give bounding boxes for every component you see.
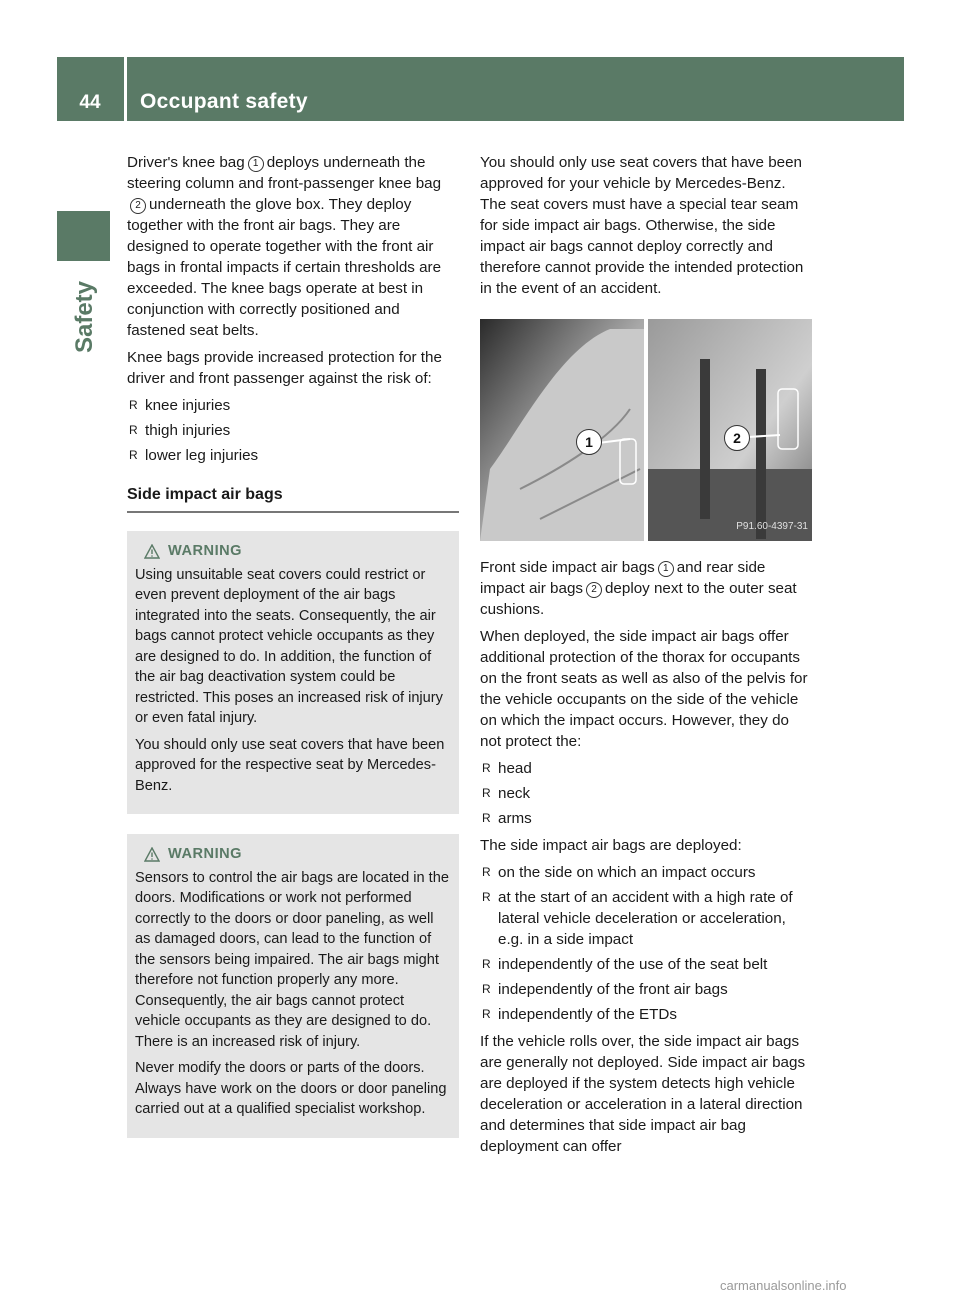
warning-box-seat-covers bbox=[127, 531, 459, 814]
bullet-marker: R bbox=[482, 786, 491, 800]
not-protected-list bbox=[480, 758, 813, 829]
callout-rear-airbag: 2 bbox=[724, 425, 750, 451]
list-item-text: neck bbox=[498, 785, 531, 802]
bullet-marker: R bbox=[482, 982, 491, 996]
list-item bbox=[480, 979, 813, 1000]
rollover-paragraph: If the vehicle rolls over, the side impact air bags are generally not deployed. Side impact air bags are deployed if the system detects high vehicle deceleration or acceleration in a lateral direction and determines that side impact air bag deployment can offer bbox=[480, 1033, 806, 1155]
caption-text-1: Front side impact air bags bbox=[480, 559, 655, 576]
list-item bbox=[127, 395, 459, 416]
warning-text: Sensors to control the air bags are located in the doors. Modifications or work not performed correctly to the doors or door paneling, as well as damaged doors, can lead to the function of the sensors being impaired. The air bags might therefore not function properly any more. Consequently, the air bags cannot protect vehicle occupants as they are designed to do. There is an increased risk of injury. bbox=[135, 869, 449, 1050]
warning-title-text: WARNING bbox=[168, 846, 243, 862]
image-reference-code: P91.60-4397-31 bbox=[736, 521, 808, 532]
list-item bbox=[127, 420, 459, 441]
list-item bbox=[480, 808, 813, 829]
list-item-text: knee injuries bbox=[145, 397, 231, 414]
bullet-marker: R bbox=[129, 398, 138, 412]
warning-title bbox=[144, 541, 451, 562]
intro-paragraph bbox=[127, 152, 459, 341]
page-number: 44 bbox=[79, 92, 101, 113]
callout-1-marker: 1 bbox=[248, 156, 264, 172]
list-item-text: at the start of an accident with a high rate of lateral vehicle deceleration or acceleration, e.g. in a side impact bbox=[498, 889, 793, 948]
site-watermark: carmanualsonline.info bbox=[720, 1278, 847, 1293]
list-item bbox=[480, 758, 813, 779]
left-column bbox=[127, 152, 459, 1138]
list-item-text: arms bbox=[498, 810, 532, 827]
callout-1-marker: 1 bbox=[658, 561, 674, 577]
protection-paragraph: Knee bags provide increased protection for the driver and front passenger against the risk of: bbox=[127, 349, 442, 387]
bullet-marker: R bbox=[482, 865, 491, 879]
side-tab-label bbox=[60, 272, 110, 362]
list-item-text: head bbox=[498, 760, 532, 777]
warning-text: Never modify the doors or parts of the doors. Always have work on the doors or door paneling carried out at a qualified specialist workshop. bbox=[135, 1060, 447, 1117]
injury-list bbox=[127, 395, 459, 466]
warning-box-door-sensors bbox=[127, 834, 459, 1138]
list-item bbox=[480, 887, 813, 950]
caption-text-3: deploy next to the outer seat cushions. bbox=[480, 580, 797, 618]
list-item bbox=[480, 783, 813, 804]
bullet-marker: R bbox=[482, 957, 491, 971]
intro-text-2: deploys underneath the steering column and front-passenger knee bag bbox=[127, 154, 442, 192]
warning-triangle-icon bbox=[144, 847, 160, 862]
list-item-text: thigh injuries bbox=[145, 422, 231, 439]
list-item-text: independently of the ETDs bbox=[498, 1006, 677, 1023]
list-item bbox=[480, 862, 813, 883]
bullet-marker: R bbox=[482, 1007, 491, 1021]
bullet-marker: R bbox=[482, 811, 491, 825]
deployed-when-intro: The side impact air bags are deployed: bbox=[480, 837, 742, 854]
caption-paragraph bbox=[480, 557, 813, 620]
intro-text-3: underneath the glove box. They deploy together with the front air bags. They are designed to operate together with the front air bags in frontal impacts if certain thresholds are exceeded. The knee bags operate at best in conjunction with correctly positioned and fastened seat belts. bbox=[127, 196, 442, 339]
deployed-when-list bbox=[480, 862, 813, 1025]
seat-illustration bbox=[480, 319, 812, 541]
bullet-marker: R bbox=[129, 448, 138, 462]
side-impact-heading: Side impact air bags bbox=[127, 484, 459, 513]
warning-triangle-icon bbox=[144, 544, 160, 559]
seat-covers-paragraph: You should only use seat covers that have been approved for your vehicle by Mercedes-Benz. The seat covers must have a special tear seam for side impact air bags. Otherwise, the side impact air bags cannot deploy correctly and therefore cannot provide the intended protection in the event of an accident. bbox=[480, 154, 804, 297]
warning-title-text: WARNING bbox=[168, 543, 243, 559]
side-tab-marker bbox=[57, 211, 110, 261]
warning-text: You should only use seat covers that have been approved for the respective seat by Mercedes-Benz. bbox=[135, 736, 445, 794]
list-item bbox=[480, 954, 813, 975]
list-item-text: on the side on which an impact occurs bbox=[498, 864, 756, 881]
header-divider bbox=[124, 57, 127, 121]
callout-front-airbag: 1 bbox=[576, 429, 602, 455]
section-title: Occupant safety bbox=[140, 90, 308, 113]
callout-2-marker: 2 bbox=[586, 582, 602, 598]
side-tab-text: Safety bbox=[71, 280, 98, 354]
list-item bbox=[127, 445, 459, 466]
list-item bbox=[480, 1004, 813, 1025]
callout-2-marker: 2 bbox=[130, 198, 146, 214]
bullet-marker: R bbox=[482, 761, 491, 775]
right-column bbox=[480, 152, 813, 1163]
list-item-text: lower leg injuries bbox=[145, 447, 259, 464]
warning-title bbox=[144, 844, 451, 865]
list-item-text: independently of the front air bags bbox=[498, 981, 728, 998]
list-item-text: independently of the use of the seat belt bbox=[498, 956, 768, 973]
intro-text-1: Driver's knee bag bbox=[127, 154, 245, 171]
deployed-paragraph: When deployed, the side impact air bags offer additional protection of the thorax for occupants on the front seats as well as also of the pelvis for the vehicle occupants on the side of the vehicle on which the impact occurs. However, they do not protect the: bbox=[480, 628, 808, 750]
bullet-marker: R bbox=[482, 890, 491, 904]
seat-airbag-photo bbox=[480, 319, 812, 541]
warning-text: Using unsuitable seat covers could restrict or even prevent deployment of the air bags integrated into the seats. Consequently, the air bags cannot protect vehicle occupants as they are designed to do. In addition, the function of the air bag deactivation system could be restricted. This poses an increased risk of injury or even fatal injury. bbox=[135, 566, 443, 726]
bullet-marker: R bbox=[129, 423, 138, 437]
caption-text-2: and rear side impact air bags bbox=[480, 559, 766, 597]
